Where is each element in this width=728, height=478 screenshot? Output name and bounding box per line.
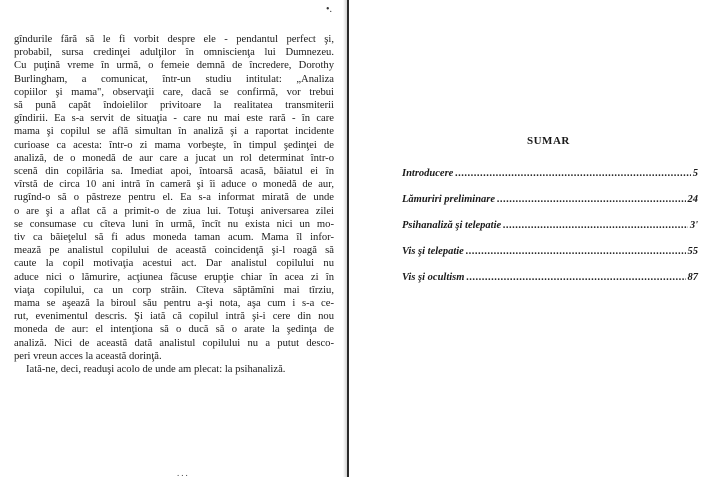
- text-line: Iată-ne, deci, readuşi acolo de unde am plecat: la psihanaliză.: [26, 364, 286, 376]
- text-line: mama se aşează la biroul său pentru a-şi nota, aşa cum i s-a ce-: [14, 298, 334, 310]
- toc-entry-page: 55: [687, 246, 698, 257]
- book-spine: [347, 0, 349, 477]
- toc-entry: [402, 168, 698, 194]
- toc-entry-page: 3': [689, 220, 698, 231]
- toc-leader-dots: [466, 272, 685, 283]
- toc-entry: [402, 194, 698, 220]
- text-line: probabil, sursa credinţei adulţilor în omniscienţa lui Dumnezeu.: [14, 47, 334, 59]
- toc-entry: [402, 272, 698, 298]
- toc-entry-title: Vis şi telepatie: [402, 246, 464, 257]
- toc-entry-page: 5: [692, 168, 698, 179]
- text-line: gîndirii. Ea s-a servit de situaţia - care nu mai este rară - în care: [14, 113, 334, 125]
- toc-entry-title: Lămuriri preliminare: [402, 194, 496, 205]
- text-line: Burlingham, a comunicat, într-un studiu intitulat: „Analiza: [14, 73, 334, 85]
- toc-leader-dots: [455, 168, 690, 179]
- toc-entry-page: 87: [687, 272, 698, 283]
- toc-entry: [402, 220, 698, 246]
- text-line: mează pe analistul copilului de această coincidenţă şi-l roagă să: [14, 245, 334, 257]
- left-page-footer: ...: [177, 468, 190, 478]
- text-line: să pună capăt îndoielilor privitoare la realitatea transmiterii: [14, 100, 334, 112]
- text-line: scenă din copilăria sa. Imediat apoi, întoarsă acasă, băiatul ei în: [14, 166, 334, 178]
- text-line: o are şi a aflat că a primit-o de ziua lui. Totuşi aniversarea zilei: [14, 205, 334, 217]
- right-page: [352, 0, 728, 477]
- text-line: Cu puţină vreme în urmă, o femeie demnă de încredere, Dorothy: [14, 60, 334, 72]
- text-line: curioase ca acesta: într-o zi mama vorbeşte, în timpul şedinţei de: [14, 139, 334, 151]
- left-page: [14, 0, 336, 477]
- toc-entry-title: Vis şi ocultism: [402, 272, 465, 283]
- left-page-body-text: [14, 33, 334, 376]
- text-line: vîrstă de circa 10 ani intră în cameră şi îi aduce o monedă de aur,: [14, 179, 334, 191]
- contents-title: SUMAR: [527, 135, 570, 147]
- toc-entry-page: 24: [687, 194, 698, 205]
- toc-entry-title: Psihanaliză şi telepatie: [402, 220, 502, 231]
- text-line: copiilor şi mama", observaţii care, dacă se confirmă, vor trebui: [14, 86, 334, 98]
- toc-leader-dots: [503, 220, 688, 231]
- toc-leader-dots: [466, 246, 686, 257]
- text-line: viaţa copilului, ca un corp străin. Cîteva săptămîni mai tîrziu,: [14, 284, 334, 296]
- text-line: analiză. Nici de această dată analistul copilului nu a putut desco-: [14, 337, 334, 349]
- text-line: analiză, de o monedă de aur care a jucat un rol determinat într-o: [14, 152, 334, 164]
- text-line: se consumase cu cîteva luni în urmă, încît nu exista nici un mo-: [14, 218, 334, 230]
- text-line: peri vreun acces la această dorinţă.: [14, 350, 162, 362]
- toc-leader-dots: [497, 194, 685, 205]
- toc-entry: [402, 246, 698, 272]
- text-line: mama şi copilul se află simultan în analiză şi a raportat incidente: [14, 126, 334, 138]
- page-top-mark: •.: [326, 4, 333, 15]
- text-line: rugînd-o să o păstreze pentru el. Ea s-a informat mirată de unde: [14, 192, 334, 204]
- toc-entry-title: Introducere: [402, 168, 454, 179]
- text-line: tiv ca băieţelul să fi adus moneda taman acum. Mama îl infor-: [14, 232, 334, 244]
- table-of-contents: [402, 168, 698, 298]
- text-line: moneda de aur: el intenţiona să o ducă să o arate la şedinţa de: [14, 324, 334, 336]
- text-line: rut, evenimentul descris. Şi iată că copilul intră şi-i cere din nou: [14, 311, 334, 323]
- text-line: caute la copil motivaţia acestui act. Dar analistul copilului nu: [14, 258, 334, 270]
- text-line: aduce nici o lămurire, acţiunea făcuse erupţie chiar în acea zi în: [14, 271, 334, 283]
- text-line: gîndurile fără să le fi vorbit despre ele - pendantul perfect şi,: [14, 34, 334, 45]
